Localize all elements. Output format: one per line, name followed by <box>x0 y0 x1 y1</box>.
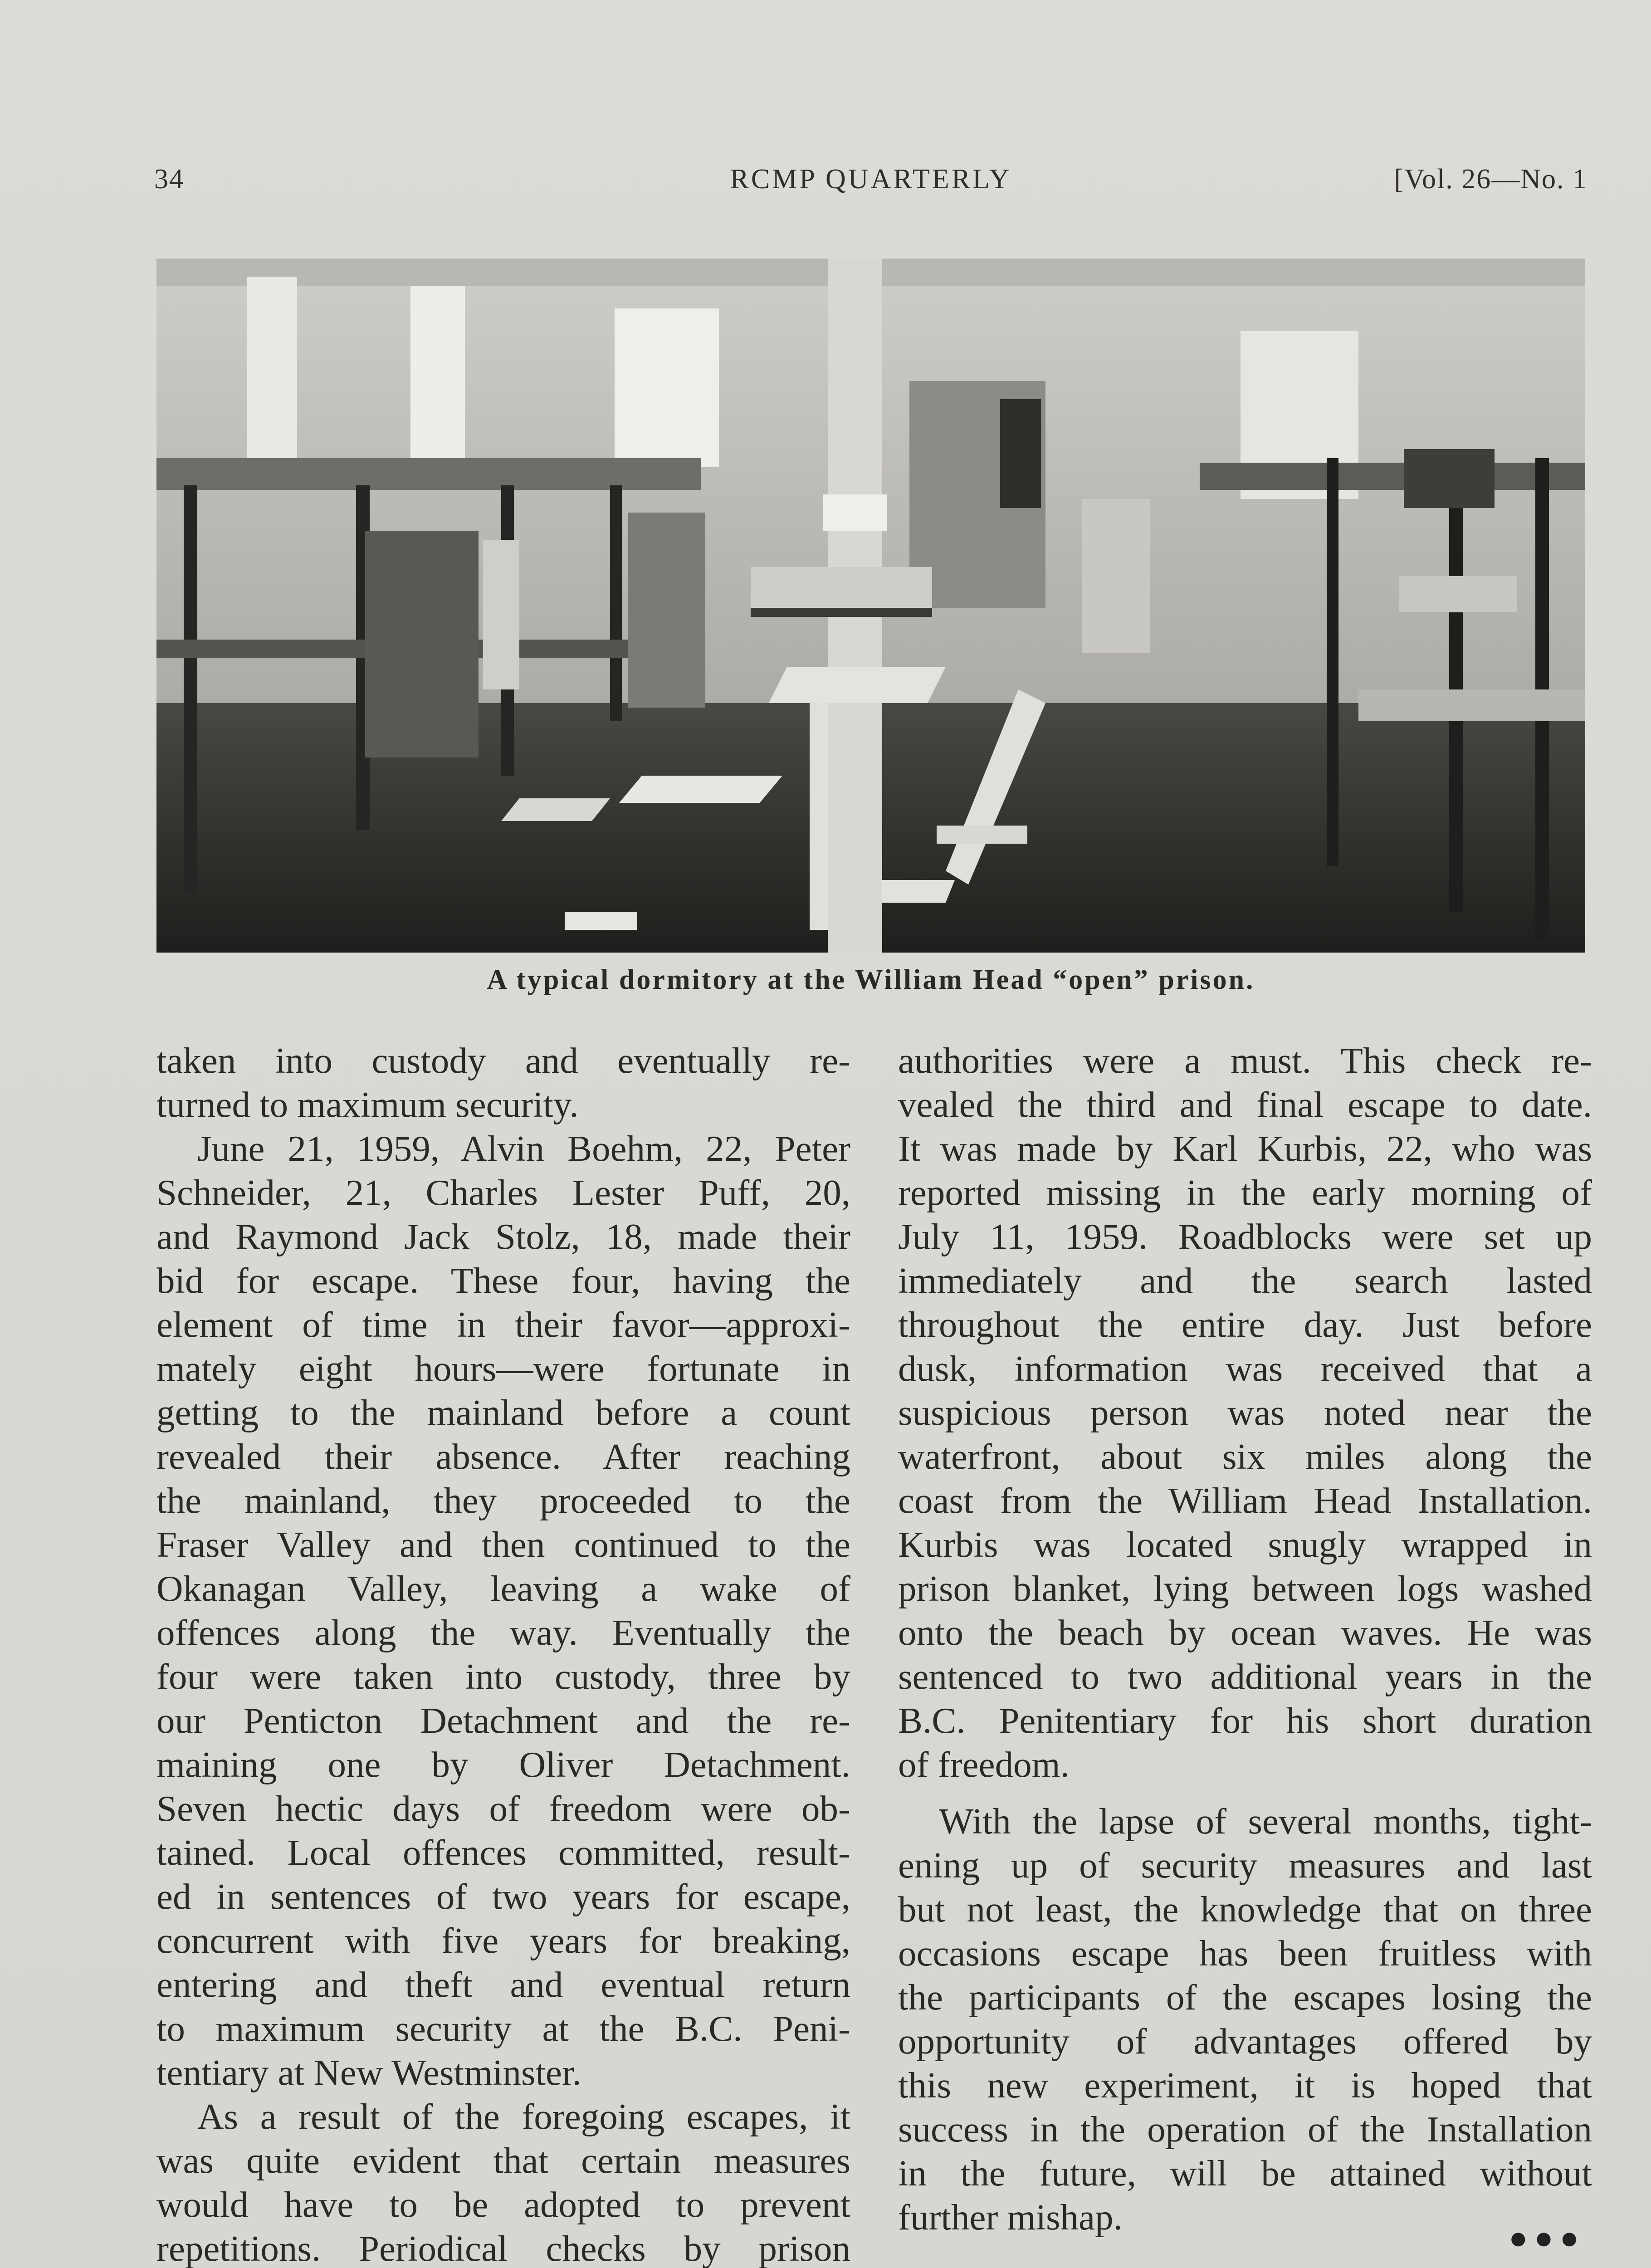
text-line: occasions escape has been fruitless with <box>898 1933 1592 1974</box>
photo-caption: A typical dormitory at the William Head “open” prison. <box>487 964 1255 995</box>
text-line: repetitions. Periodical checks by prison <box>156 2228 850 2268</box>
text-line: B.C. Penitentiary for his short duration <box>898 1700 1592 1741</box>
text-line: ed in sentences of two years for escape, <box>156 1876 850 1917</box>
text-line: waterfront, about six miles along the <box>898 1436 1592 1477</box>
page-number: 34 <box>154 164 184 195</box>
text-line: would have to be adopted to prevent <box>156 2184 850 2225</box>
dormitory-photo-image <box>156 259 1585 953</box>
text-line: coast from the William Head Installation. <box>898 1480 1592 1521</box>
text-line: the mainland, they proceeded to the <box>156 1480 850 1521</box>
running-head <box>154 163 1588 213</box>
text-line: element of time in their favor—approxi- <box>156 1304 850 1345</box>
text-line: in the future, will be attained without <box>898 2153 1592 2194</box>
text-line: reported missing in the early morning of <box>898 1172 1592 1213</box>
text-line: Kurbis was located snugly wrapped in <box>898 1524 1592 1565</box>
text-line: was quite evident that certain measures <box>156 2140 850 2181</box>
text-line: revealed their absence. After reaching <box>156 1436 850 1477</box>
left-column <box>156 1039 850 2268</box>
text-line: dusk, information was received that a <box>898 1348 1592 1389</box>
text-line: mately eight hours—were fortunate in <box>156 1348 850 1389</box>
text-line: this new experiment, it is hoped that <box>898 2065 1592 2106</box>
text-line: the participants of the escapes losing the <box>898 1977 1592 2018</box>
text-line: and Raymond Jack Stolz, 18, made their <box>156 1216 850 1257</box>
text-line: getting to the mainland before a count <box>156 1392 850 1433</box>
text-line: further mishap. <box>898 2197 1123 2238</box>
text-line: four were taken into custody, three by <box>156 1656 850 1697</box>
text-line: tentiary at New Westminster. <box>156 2052 581 2093</box>
text-line: bid for escape. These four, having the <box>156 1260 850 1301</box>
text-line: July 11, 1959. Roadblocks were set up <box>898 1216 1592 1257</box>
text-line: throughout the entire day. Just before <box>898 1304 1592 1345</box>
paragraph-gap <box>898 1787 1592 1799</box>
text-line: With the lapse of several months, tight- <box>939 1801 1592 1842</box>
text-line: immediately and the search lasted <box>898 1260 1592 1301</box>
text-line: June 21, 1959, Alvin Boehm, 22, Peter <box>197 1128 850 1169</box>
end-of-article-marks: ●●● <box>1509 2221 1585 2256</box>
right-column <box>898 1039 1592 2239</box>
text-line: Fraser Valley and then continued to the <box>156 1524 850 1565</box>
text-line: entering and theft and eventual return <box>156 1964 850 2005</box>
text-line: Schneider, 21, Charles Lester Puff, 20, <box>156 1172 850 1213</box>
text-line: Seven hectic days of freedom were ob- <box>156 1788 850 1829</box>
text-line: vealed the third and final escape to date. <box>898 1084 1592 1125</box>
text-line: It was made by Karl Kurbis, 22, who was <box>898 1128 1592 1169</box>
journal-title: RCMP QUARTERLY <box>730 164 1012 195</box>
text-line: authorities were a must. This check re- <box>898 1040 1592 1081</box>
text-line: ening up of security measures and last <box>898 1845 1592 1886</box>
dormitory-photo <box>156 259 1585 953</box>
text-line: taken into custody and eventually re- <box>156 1040 850 1081</box>
text-line: sentenced to two additional years in the <box>898 1656 1592 1697</box>
text-line: Okanagan Valley, leaving a wake of <box>156 1568 850 1609</box>
text-line: onto the beach by ocean waves. He was <box>898 1612 1592 1653</box>
text-line: maining one by Oliver Detachment. <box>156 1744 850 1785</box>
text-line: of freedom. <box>898 1744 1070 1785</box>
issue-label: [Vol. 26—No. 1 <box>1394 164 1588 195</box>
text-line: our Penticton Detachment and the re- <box>156 1700 850 1741</box>
text-line: suspicious person was noted near the <box>898 1392 1592 1433</box>
text-line: As a result of the foregoing escapes, it <box>197 2096 850 2137</box>
text-line: but not least, the knowledge that on three <box>898 1889 1592 1930</box>
text-line: offences along the way. Eventually the <box>156 1612 850 1653</box>
text-line: success in the operation of the Installation <box>898 2109 1592 2150</box>
text-line: to maximum security at the B.C. Peni- <box>156 2008 850 2049</box>
text-line: turned to maximum security. <box>156 1084 579 1125</box>
text-line: tained. Local offences committed, result- <box>156 1832 850 1873</box>
text-line: prison blanket, lying between logs washed <box>898 1568 1592 1609</box>
text-line: concurrent with five years for breaking, <box>156 1920 850 1961</box>
text-line: opportunity of advantages offered by <box>898 2021 1592 2062</box>
